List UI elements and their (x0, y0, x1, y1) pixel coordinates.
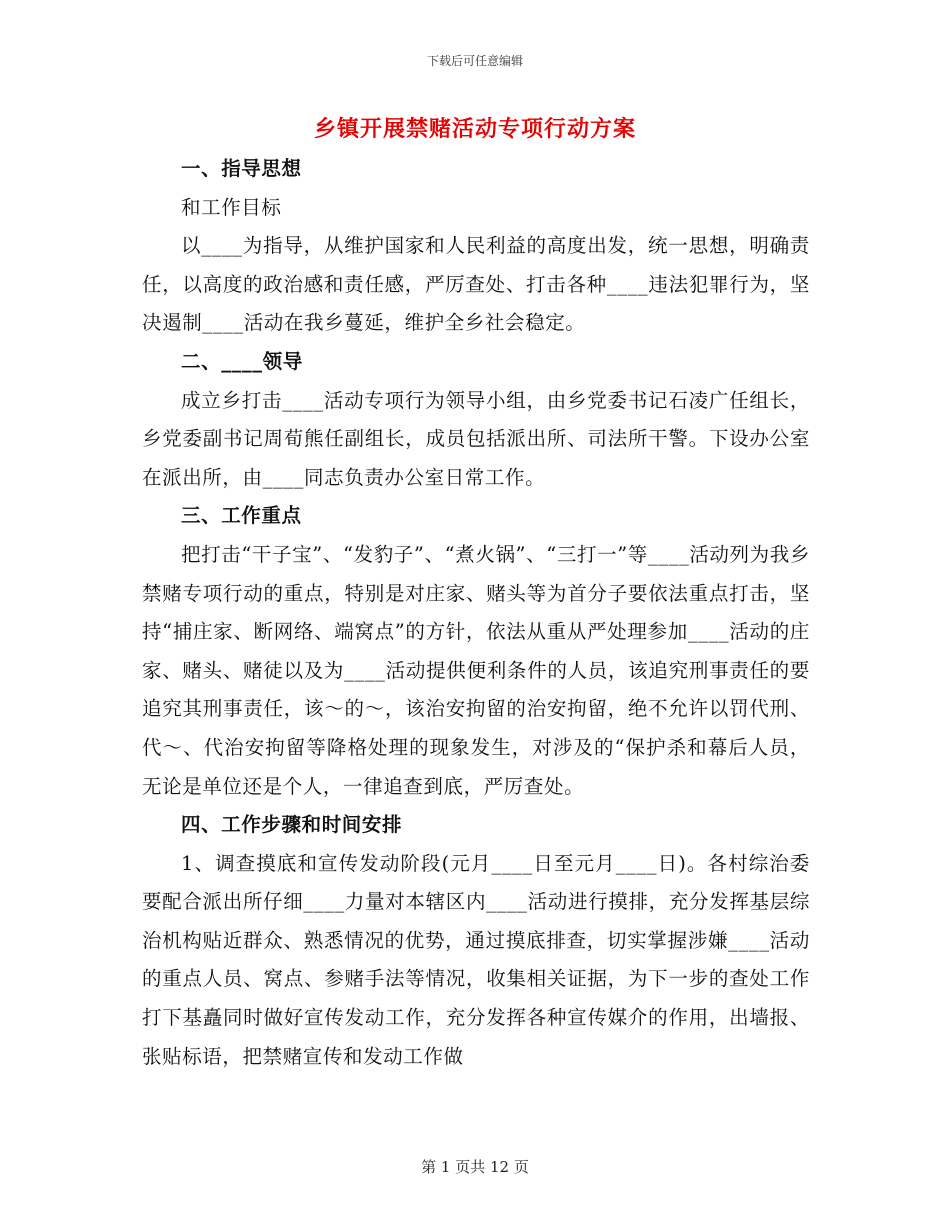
header-note: 下载后可任意编辑 (426, 54, 523, 68)
page-number: 第 1 页共 12 页 (421, 1158, 529, 1176)
section-1-paragraph-2: 以____为指导，从维护国家和人民利益的高度出发，统一思想，明确责任，以高度的政治感和责任感，严厉查处、打击各种____违法犯罪行为，坚决遏制____活动在我乡蔓延，维护全乡社会稳定。 (142, 234, 810, 335)
section-3-paragraph-1: 把打击“干子宝”、“发豹子”、“煮火锅”、“三打一”等____活动列为我乡禁赌专项行动的重点，特别是对庄家、赌头等为首分子要依法重点打击，坚持“捕庄家、断网络、端窝点”的方针，依法从重从严处理参加____活动的庄家、赌头、赌徒以及为____活动提供便利条件的人员，该追究刑事责任的要追究其刑事责任，该～的～，该治安拘留的治安拘留，绝不允许以罚代刑、代～、代治安拘留等降格处理的现象发生，对涉及的“保护杀和幕后人员，无论是单位还是个人，一律追查到底，严厉查处。 (142, 542, 810, 798)
document-title: 乡镇开展禁赌活动专项行动方案 (313, 116, 636, 142)
document-body (142, 150, 810, 1076)
section-heading-3: 三、工作重点 (181, 504, 302, 528)
section-heading-2: 二、____领导 (181, 349, 303, 373)
section-heading-4: 四、工作步骤和时间安排 (181, 813, 403, 837)
section-2-paragraph-1: 成立乡打击____活动专项行为领导小组，由乡党委书记石凌广任组长，乡党委副书记周荀熊任副组长，成员包括派出所、司法所干警。下设办公室在派出所，由____同志负责办公室日常工作。 (142, 388, 810, 489)
section-1-paragraph-1: 和工作目标 (181, 195, 282, 219)
section-heading-1: 一、指导思想 (181, 157, 302, 180)
section-4-paragraph-1: 1、调查摸底和宣传发动阶段(元月____日至元月____日)。各村综治委要配合派出所仔细____力量对本辖区内____活动进行摸排，充分发挥基层综治机构贴近群众、熟悉情况的优势，通过摸底排查，切实掌握涉嫌____活动的重点人员、窝点、参赌手法等情况，收集相关证据，为下一步的查处工作打下基矗同时做好宣传发动工作，充分发挥各种宣传媒介的作用，出墙报、张贴标语，把禁赌宣传和发动工作做 (142, 851, 810, 1068)
